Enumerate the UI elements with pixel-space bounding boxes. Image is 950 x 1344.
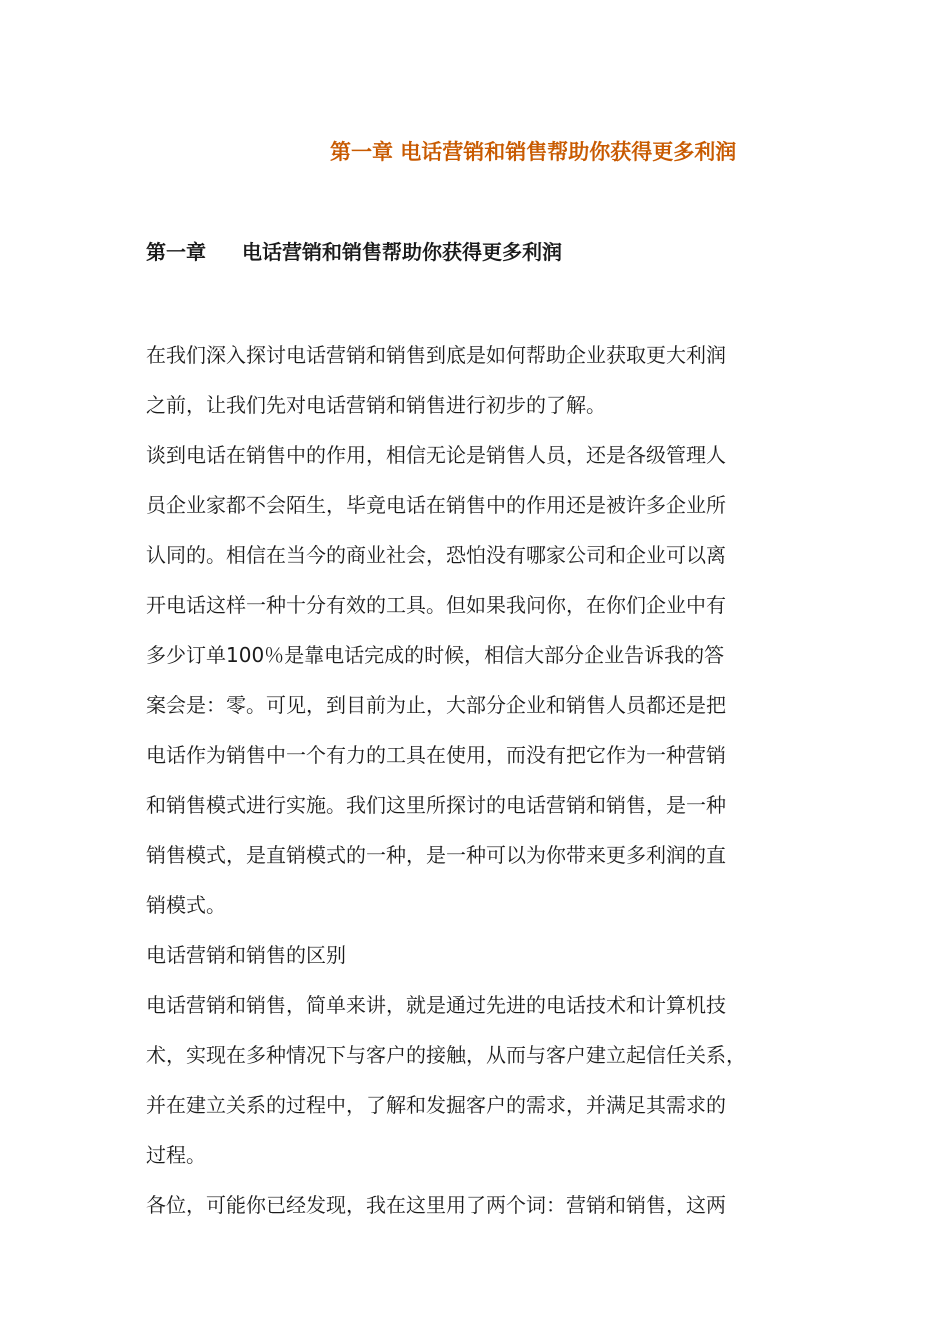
body-line: 谈到电话在销售中的作用，相信无论是销售人员，还是各级管理人 <box>146 443 726 467</box>
chapter-heading <box>146 236 562 265</box>
body-line: 过程。 <box>146 1143 206 1167</box>
body-line: 并在建立关系的过程中，了解和发掘客户的需求，并满足其需求的 <box>146 1093 726 1117</box>
body-line: 电话营销和销售，简单来讲，就是通过先进的电话技术和计算机技 <box>146 993 726 1017</box>
body-line: 术，实现在多种情况下与客户的接触，从而与客户建立起信任关系， <box>146 1043 746 1067</box>
body-line: 销模式。 <box>146 893 226 917</box>
body-line-end: 是靠电话完成的时候，相信大部分企业告诉我的答 <box>284 643 725 667</box>
body-line: 认同的。相信在当今的商业社会，恐怕没有哪家公司和企业可以离 <box>146 543 726 567</box>
section-heading: 电话营销和销售的区别 <box>146 943 346 967</box>
body-line: 销售模式，是直销模式的一种，是一种可以为你带来更多利润的直 <box>146 843 726 867</box>
chapter-label: 第一章 <box>146 240 206 264</box>
body-line: 开电话这样一种十分有效的工具。但如果我问你，在你们企业中有 <box>146 593 726 617</box>
body-line-start: 多少订单 <box>146 643 226 667</box>
document-title: 第一章 电话营销和销售帮助你获得更多利润 <box>330 140 737 164</box>
body-line: 之前，让我们先对电话营销和销售进行初步的了解。 <box>146 393 606 417</box>
body-line <box>146 630 826 680</box>
body-line: 电话作为销售中一个有力的工具在使用，而没有把它作为一种营销 <box>146 743 726 767</box>
body-line: 在我们深入探讨电话营销和销售到底是如何帮助企业获取更大利润 <box>146 343 726 367</box>
percent-value: 100％ <box>226 643 285 667</box>
chapter-name: 电话营销和销售帮助你获得更多利润 <box>242 240 562 264</box>
document-body <box>146 330 826 1230</box>
body-line: 各位，可能你已经发现，我在这里用了两个词：营销和销售，这两 <box>146 1193 726 1217</box>
body-line: 案会是：零。可见，到目前为止，大部分企业和销售人员都还是把 <box>146 693 726 717</box>
body-line: 员企业家都不会陌生，毕竟电话在销售中的作用还是被许多企业所 <box>146 493 726 517</box>
body-line: 和销售模式进行实施。我们这里所探讨的电话营销和销售，是一种 <box>146 793 726 817</box>
